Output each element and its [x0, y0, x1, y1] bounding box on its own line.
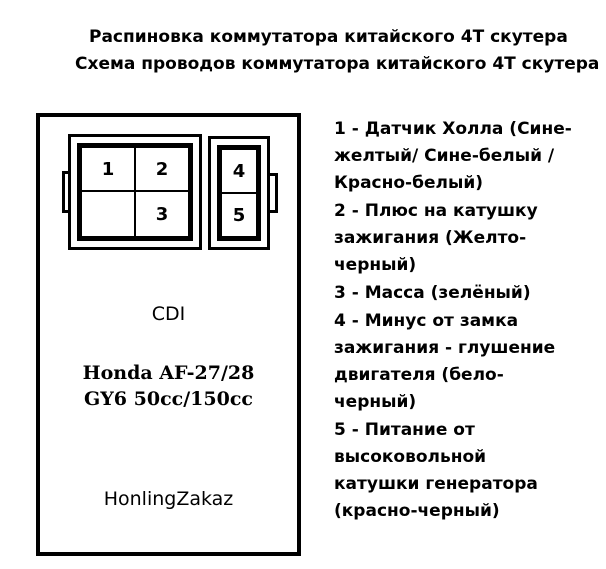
right-connector: [208, 136, 270, 250]
pinout-legend: [334, 116, 596, 525]
page-subtitle: Схема проводов коммутатора китайского 4Т скутера: [75, 54, 600, 74]
cdi-unit-box: [36, 113, 301, 556]
pin-5: 5: [220, 192, 258, 238]
pin-4: 4: [220, 148, 258, 194]
left-connector-inner: [77, 143, 193, 241]
pin-2: 2: [134, 146, 190, 192]
left-connector: [68, 134, 202, 250]
credit-text: HonlingZakaz: [103, 488, 234, 510]
model-line-1: Honda AF-27/28: [82, 362, 255, 384]
right-connector-inner: [217, 145, 261, 241]
legend-item-pin-5: 5 - Питание от высоковольной катушки генератора (красно-черный): [334, 420, 538, 521]
cdi-label: CDI: [151, 303, 186, 325]
legend-item-pin-2: 2 - Плюс на катушку зажигания (Желто- черный): [334, 201, 538, 275]
pin-empty: [80, 190, 136, 238]
legend-item-pin-3: 3 - Масса (зелёный): [334, 283, 531, 303]
pin-3: 3: [134, 190, 190, 238]
legend-item-pin-1: 1 - Датчик Холла (Сине- желтый/ Сине-белый / Красно-белый): [334, 119, 572, 193]
model-line-2: GY6 50cc/150cc: [84, 388, 253, 410]
pin-1: 1: [80, 146, 136, 192]
page-title: Распиновка коммутатора китайского 4Т скутера: [89, 27, 568, 47]
legend-item-pin-4: 4 - Минус от замка зажигания - глушение двигателя (бело- черный): [334, 311, 556, 412]
